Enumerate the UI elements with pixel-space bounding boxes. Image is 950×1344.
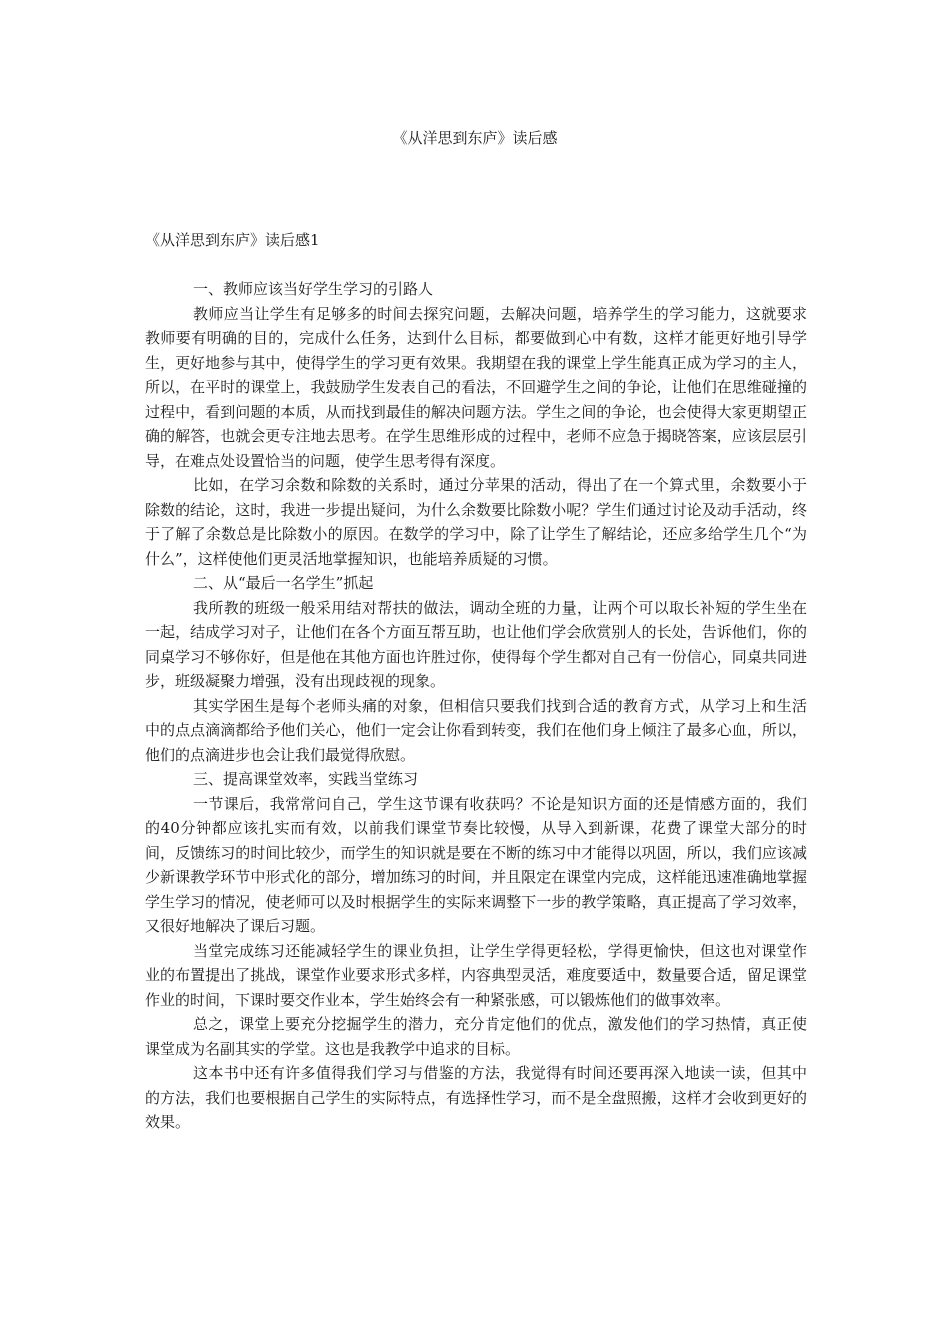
paragraph: 其实学困生是每个老师头痛的对象，但相信只要我们找到合适的教育方式，从学习上和生活中的点点滴滴都给予他们关心，他们一定会让你看到转变，我们在他们身上倾注了最多心血，所以，他们的点滴进步也会让我们最觉得欣慰。: [145, 696, 807, 764]
paragraph: 比如，在学习余数和除数的关系时，通过分苹果的活动，得出了在一个算式里，余数要小于除数的结论，这时，我进一步提出疑问，为什么余数要比除数小呢？学生们通过讨论及动手活动，终于了解了余数总是比除数小的原因。在数学的学习中，除了让学生了解结论，还应多给学生几个“为什么”，这样使他们更灵活地掌握知识，也能培养质疑的习惯。: [145, 476, 807, 568]
heading-1: 一、教师应该当好学生学习的引路人: [193, 280, 434, 298]
heading-2: 二、从“最后一名学生”抓起: [193, 574, 374, 592]
document-title: 《从洋思到东庐》读后感: [392, 129, 558, 147]
paragraph: 总之，课堂上要充分挖掘学生的潜力，充分肯定他们的优点，激发他们的学习热情，真正使课堂成为名副其实的学堂。这也是我教学中追求的目标。: [145, 1015, 807, 1058]
paragraph: 我所教的班级一般采用结对帮扶的做法，调动全班的力量，让两个可以取长补短的学生坐在一起，结成学习对子，让他们在各个方面互帮互助，也让他们学会欣赏别人的长处，告诉他们，你的同桌学习不够你好，但是他在其他方面也许胜过你，使得每个学生都对自己有一份信心，同桌共同进步，班级凝聚力增强，没有出现歧视的现象。: [145, 598, 807, 690]
paragraph: 一节课后，我常常问自己，学生这节课有收获吗？不论是知识方面的还是情感方面的，我们的40分钟都应该扎实而有效，以前我们课堂节奏比较慢，从导入到新课，花费了课堂大部分的时间，反馈练习的时间比较少，而学生的知识就是要在不断的练习中才能得以巩固，所以，我们应该减少新课教学环节中形式化的部分，增加练习的时间，并且限定在课堂内完成，这样能迅速准确地掌握学生学习的情况，使老师可以及时根据学生的实际来调整下一步的教学策略，真正提高了学习效率，又很好地解决了课后习题。: [145, 794, 807, 935]
heading-3: 三、提高课堂效率，实践当堂练习: [193, 770, 419, 788]
paragraph: 当堂完成练习还能减轻学生的课业负担，让学生学得更轻松，学得更愉快，但这也对课堂作业的布置提出了挑战，课堂作业要求形式多样，内容典型灵活，难度要适中，数量要合适，留足课堂作业的时间，下课时要交作业本，学生始终会有一种紧张感，可以锻炼他们的做事效率。: [145, 941, 807, 1009]
paragraph: 教师应当让学生有足够多的时间去探究问题，去解决问题，培养学生的学习能力，这就要求教师要有明确的目的，完成什么任务，达到什么目标，都要做到心中有数，这样才能更好地引导学生，更好地参与其中，使得学生的学习更有效果。我期望在我的课堂上学生能真正成为学习的主人，所以，在平时的课堂上，我鼓励学生发表自己的看法，不回避学生之间的争论，让他们在思维碰撞的过程中，看到问题的本质，从而找到最佳的解决问题方法。学生之间的争论，也会使得大家更期望正确的解答，也就会更专注地去思考。在学生思维形成的过程中，老师不应急于揭晓答案，应该层层引导，在难点处设置恰当的问题，使学生思考得有深度。: [145, 304, 807, 470]
document-body: [145, 277, 807, 1135]
section-title: 《从洋思到东庐》读后感1: [145, 231, 320, 249]
paragraph: 这本书中还有许多值得我们学习与借鉴的方法，我觉得有时间还要再深入地读一读，但其中的方法，我们也要根据自己学生的实际特点，有选择性学习，而不是全盘照搬，这样才会收到更好的效果。: [145, 1064, 807, 1131]
